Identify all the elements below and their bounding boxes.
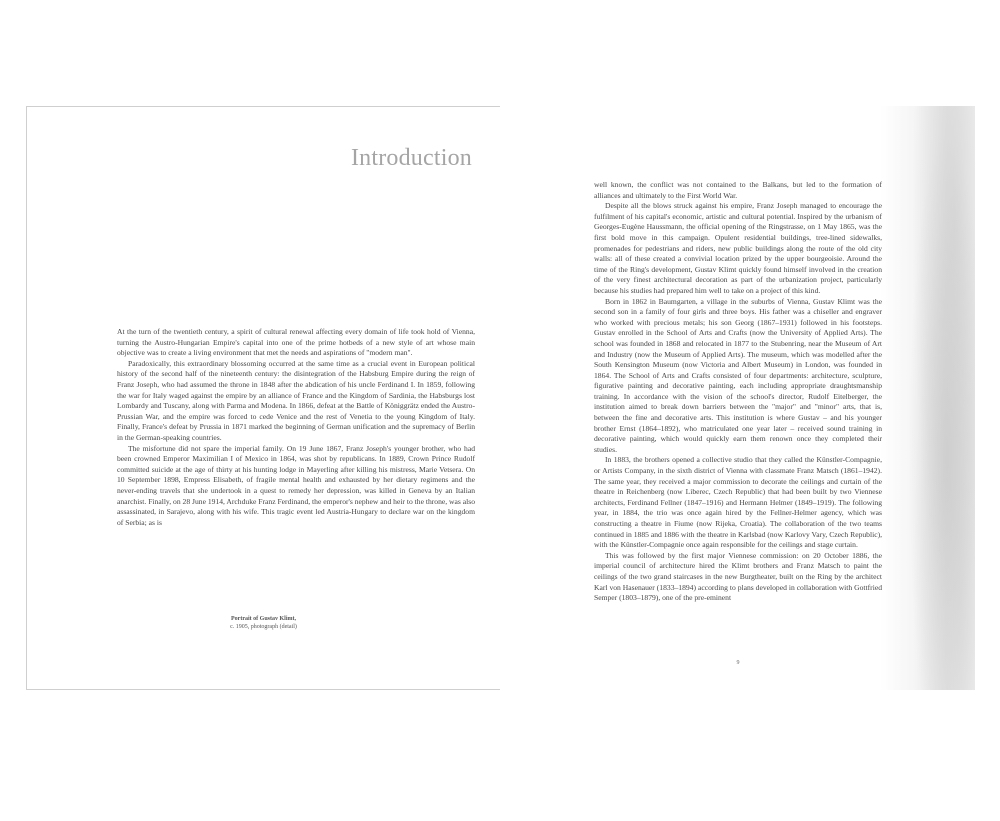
paragraph: well known, the conflict was not contained to the Balkans, but led to the formation of alliances and ultimately to the First World War. [594, 180, 882, 200]
paragraph: Despite all the blows struck against his empire, Franz Joseph managed to encourage the fulfilment of his capital's economic, artistic and cultural potential. Inspired by the urbanism of Georges-Eugène Haussmann, the official opening of the Ringstrasse, on 1 May 1865, was the first bold move in this campaign. Opulent residential buildings, tree-lined sidewalks, promenades for pedestrians and riders, new public buildings along the route of the old city walls: all of these created a convivial location prized by the upper bourgeoisie. Around the time of the Ring's development, Gustav Klimt quickly found himself involved in the creation of the very finest architectural decoration as part of the urbanization project, particularly because his studies had prepared him well to take on a project of this kind. [594, 201, 882, 295]
right-page [500, 106, 975, 690]
photo-caption [27, 615, 500, 631]
chapter-title: Introduction [350, 145, 472, 172]
paragraph: This was followed by the first major Viennese commission: on 20 October 1886, the imperial council of architecture hired the Klimt brothers and Franz Matsch to paint the ceilings of the two grand staircases in the new Burgtheater, built on the Ring by the architect Karl von Hasenauer (1833–1894) according to plans developed in collaboration with Gottfried Semper (1803–1879), one of the pre-eminent [594, 550, 882, 603]
paragraph: The misfortune did not spare the imperial family. On 19 June 1867, Franz Joseph's younger brother, who had been crowned Emperor Maximilian I of Mexico in 1864, was shot by republicans. In 1889, Crown Prince Rudolf committed suicide at the age of thirty at his hunting lodge in Mayerling after killing his mistress, Marie Vetsera. On 10 September 1898, Empress Elisabeth, of fragile mental health and exhausted by her dietary regimens and the never-ending travels that she undertook in a quest to remedy her depression, was killed in Geneva by an Italian anarchist. Finally, on 28 June 1914, Archduke Franz Ferdinand, the emperor's nephew and heir to the throne, was also assassinated, in Sarajevo, along with his wife. This tragic event led Austria-Hungary to declare war on the kingdom of Serbia; as is [117, 443, 475, 527]
caption-detail: c. 1905, photograph (detail) [230, 624, 297, 630]
left-body-text [117, 327, 475, 528]
page-number: 9 [736, 660, 740, 666]
paragraph: Paradoxically, this extraordinary blossoming occurred at the same time as a crucial event in European political history of the second half of the nineteenth century: the disintegration of the Habsburg Empire during the reign of Franz Joseph, who had assumed the throne in 1848 after the abdication of his uncle Ferdinand I. In 1859, following the war for Italy waged against the empire by an alliance of France and the Kingdom of Sardinia, the Habsburgs lost Lombardy and Tuscany, along with Parma and Modena. In 1866, defeat at the Battle of Königgrätz ended the Austro-Prussian War, and the empire was forced to cede Venice and the rest of Venetia to the young Kingdom of Italy. Finally, France's defeat by Prussia in 1871 marked the beginning of German unification and the supremacy of Berlin in the German-speaking countries. [117, 358, 475, 442]
paragraph: In 1883, the brothers opened a collective studio that they called the Künstler-Compagnie, or Artists Company, in the sixth district of Vienna with classmate Franz Matsch (1861–1942). The same year, they received a major commission to decorate the ceilings and curtain of the theatre in Reichenberg (now Liberec, Czech Republic) that had been built by two Viennese architects, Ferdinand Fellner (1847–1916) and Hermann Helmer (1849–1919). The following year, in 1884, the trio was once again hired by the Fellner-Helmer agency, which was constructing a theatre in Fiume (now Rijeka, Croatia). The collaboration of the two teams continued in 1885 and 1886 with the theatre in Karlsbad (now Karlovy Vary, Czech Republic), with the Künstler-Compagnie once again responsible for the ceilings and stage curtain. [594, 455, 882, 550]
caption-title: Portrait of Gustav Klimt, [231, 616, 296, 622]
faded-photo-edge [905, 106, 975, 690]
left-page [26, 106, 500, 690]
right-body-text [594, 180, 882, 604]
paragraph: At the turn of the twentieth century, a spirit of cultural renewal affecting every domain of life took hold of Vienna, turning the Austro-Hungarian Empire's capital into one of the prime hotbeds of a new style of art whose main objective was to create a living environment that met the needs and aspirations of "modern man". [117, 327, 475, 358]
paragraph: Born in 1862 in Baumgarten, a village in the suburbs of Vienna, Gustav Klimt was the second son in a family of four girls and three boys. His father was a chiseller and engraver who worked with precious metals; his son Georg (1867–1931) followed in his footsteps. Gustav enrolled in the School of Arts and Crafts (now the University of Applied Arts). The school was founded in 1868 and relocated in 1877 to the Stubenring, near the Museum of Art and Industry (now the Museum of Applied Arts). The museum, which was modelled after the South Kensington Museum (now Victoria and Albert Museum) in London, was founded in 1864. The School of Arts and Crafts consisted of four departments: architecture, sculpture, figurative painting and decorative painting, each including appropriate draughtsmanship training. In accordance with the vision of the school's director, Rudolf Eitelberger, the institution aimed to break down barriers between the "major" and "minor" arts, that is, between the fine and decorative arts. This institution is where Gustav – and his younger brother Ernst (1864–1892), who matriculated one year later – received sound training in decorative painting, which would quickly earn them renown once they completed their studies. [594, 296, 882, 454]
